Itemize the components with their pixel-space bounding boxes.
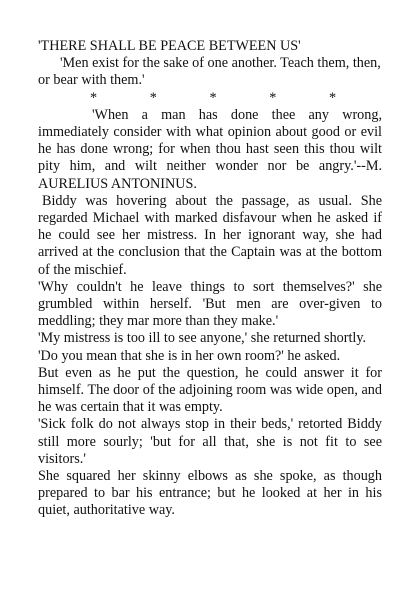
epigraph-attribution-quote: 'When a man has done thee any wrong, immediately consider with what opinion about good or evil he has done wrong; for when thou hast seen this thou wilt pity him, and wilt neither wonder nor be angry.'--M. AURELIUS ANTONINUS. bbox=[38, 106, 382, 192]
paragraph: 'My mistress is too ill to see anyone,' she returned shortly. bbox=[38, 330, 367, 347]
paragraph: Biddy was hovering about the passage, as usual. She regarded Michael with marked disfavour when he asked if he could see her mistress. In her ignorant way, she had arrived at the conclusion that the Captain was at the bottom of the mischief. bbox=[38, 192, 382, 278]
paragraph: 'Why couldn't he leave things to sort themselves?' she grumbled within herself. 'But men are over-given to meddling; they mar more than they make.' bbox=[38, 278, 382, 330]
paragraph: 'Do you mean that she is in her own room?' he asked. bbox=[38, 347, 341, 364]
chapter-title: 'THERE SHALL BE PEACE BETWEEN US' bbox=[38, 38, 301, 54]
page-content bbox=[38, 38, 382, 520]
paragraph: 'Sick folk do not always stop in their beds,' retorted Biddy still more sourly; 'but for all that, she is not fit to see visitors.' bbox=[38, 416, 382, 467]
paragraph: She squared her skinny elbows as she spoke, as though prepared to bar his entrance; but he looked at her in his quiet, authoritative way. bbox=[38, 468, 382, 519]
section-separator: * * * * * bbox=[90, 89, 337, 106]
paragraph: But even as he put the question, he could answer it for himself. The door of the adjoining room was wide open, and he was certain that it was empty. bbox=[38, 364, 382, 416]
epigraph-quote: 'Men exist for the sake of one another. Teach them, then, or bear with them.' bbox=[38, 55, 381, 89]
